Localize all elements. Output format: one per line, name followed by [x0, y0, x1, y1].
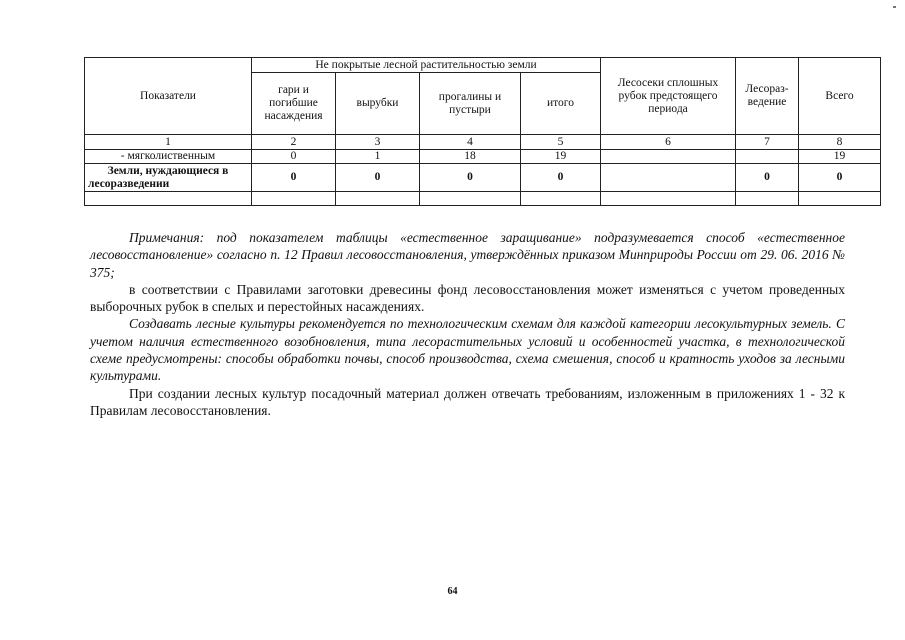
table-cell	[736, 192, 799, 206]
table-cell	[601, 192, 736, 206]
table-row	[85, 164, 881, 192]
table-cell: 0	[736, 164, 799, 192]
subheader-clearings: вырубки	[336, 73, 420, 135]
column-number: 8	[799, 135, 881, 150]
page-number: 64	[447, 586, 458, 597]
column-number: 5	[521, 135, 601, 150]
table-cell: 0	[521, 164, 601, 192]
subheader-subtotal: итого	[521, 73, 601, 135]
column-number: 1	[85, 135, 252, 150]
table-cell: 0	[799, 164, 881, 192]
table-cell: 18	[420, 150, 521, 164]
table-row	[85, 192, 881, 206]
table-cell	[420, 192, 521, 206]
table-cell	[799, 192, 881, 206]
header-cutting-areas: Лесосеки сплошных рубок предстоящего периода	[601, 58, 736, 135]
table-cell	[521, 192, 601, 206]
table-cell: 19	[521, 150, 601, 164]
table-cell: 0	[252, 150, 336, 164]
table-cell	[601, 150, 736, 164]
reforestation-table	[84, 57, 881, 206]
table-cell	[336, 192, 420, 206]
column-number: 6	[601, 135, 736, 150]
table-cell: 0	[420, 164, 521, 192]
table-cell: 19	[799, 150, 881, 164]
table-cell	[601, 164, 736, 192]
table-cell	[252, 192, 336, 206]
note-paragraph-2: в соответствии с Правилами заготовки древесины фонд лесовосстановления может изменяться с учетом проведенных выборочных рубок в спелых и перестойных насаждениях.	[90, 281, 845, 315]
row-label: Земли, нуждающиеся в лесоразведении	[85, 164, 252, 192]
table-row	[85, 150, 881, 164]
row-label	[85, 192, 252, 206]
header-nonforest-lands: Не покрытые лесной растительностью земли	[252, 58, 601, 73]
table-cell: 0	[336, 164, 420, 192]
column-number: 2	[252, 135, 336, 150]
table-cell: 0	[252, 164, 336, 192]
column-number-row	[85, 135, 881, 150]
subheader-glades: прогалины и пустыри	[420, 73, 521, 135]
header-afforestation: Лесораз-ведение	[736, 58, 799, 135]
note-paragraph-3: Создавать лесные культуры рекомендуется по технологическим схемам для каждой категории лесокультурных земель. С учетом наличия естественного возобновления, типа лесорастительных условий и особенностей участка, в технологической схеме предусмотрены: способы обработки почвы, способ производства, схема смешения, способ и кратность уходов за лесными культурами.	[90, 316, 845, 384]
column-number: 7	[736, 135, 799, 150]
header-indicators: Показатели	[85, 58, 252, 135]
column-number: 3	[336, 135, 420, 150]
table-cell: 1	[336, 150, 420, 164]
header-total: Всего	[799, 58, 881, 135]
note-paragraph-1: Примечания: под показателем таблицы «естественное заращивание» подразумевается способ «естественное лесовосстановление» согласно п. 12 Правил лесовосстановления, утверждённых приказом Минприроды России от 29. 06. 2016 № 375;	[90, 230, 845, 280]
note-paragraph-4: При создании лесных культур посадочный материал должен отвечать требованиям, изложенным в приложениях 1 - 32 к Правилам лесовосстановления.	[90, 385, 845, 418]
row-label: - мягколиственным	[85, 150, 252, 164]
table-cell	[736, 150, 799, 164]
column-number: 4	[420, 135, 521, 150]
scan-mark	[893, 6, 896, 8]
subheader-burnt: гари и погибшие насаждения	[252, 73, 336, 135]
notes-section	[90, 229, 845, 419]
